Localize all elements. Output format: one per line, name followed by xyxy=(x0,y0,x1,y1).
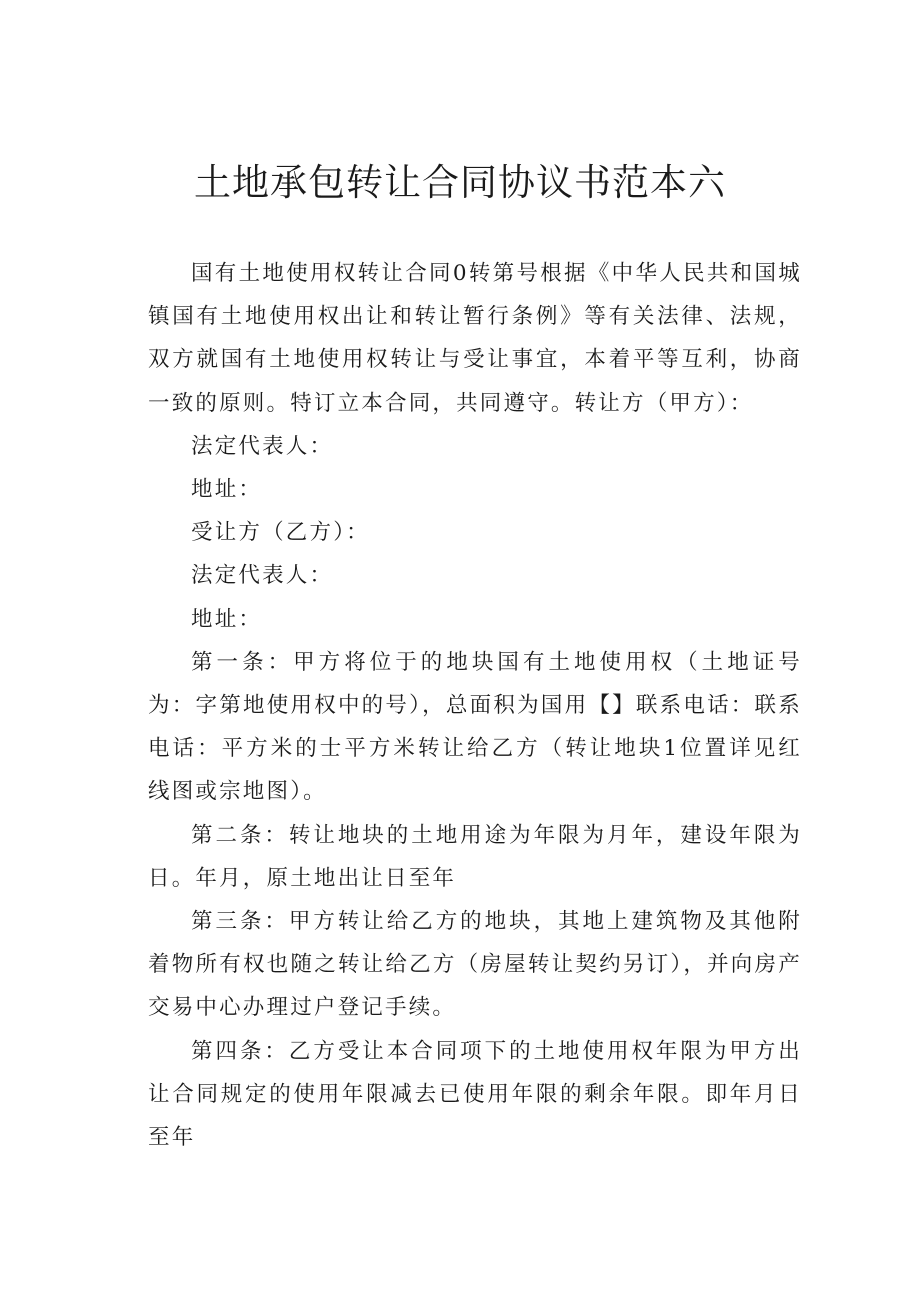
document-body xyxy=(148,252,802,1159)
paragraph-article-2: 第二条：转让地块的土地用途为年限为月年，建设年限为日。年月，原土地出让日至年 xyxy=(148,822,802,891)
paragraph-party-a-representative: 法定代表人： xyxy=(191,433,334,459)
paragraph-article-4: 第四条：乙方受让本合同项下的土地使用权年限为甲方出让合同规定的使用年限减去已使用年限的剩余年限。即年月日至年 xyxy=(148,1038,802,1151)
paragraph-article-1: 第一条：甲方将位于的地块国有土地使用权（土地证号为：字第地使用权中的号），总面积为国用【】联系电话：联系电话：平方米的士平方米转让给乙方（转让地块1位置详见红线图或宗地图）。 xyxy=(148,649,802,805)
document-title: 土地承包转让合同协议书范本六 xyxy=(194,161,726,204)
paragraph-party-b-representative: 法定代表人： xyxy=(191,563,334,589)
paragraph-intro: 国有土地使用权转让合同0转第号根据《中华人民共和国城镇国有土地使用权出让和转让暂行条例》等有关法律、法规，双方就国有土地使用权转让与受让事宜，本着平等互利，协商一致的原则。特订立本合同，共同遵守。转让方（甲方）： xyxy=(148,261,802,416)
paragraph-party-b: 受让方（乙方）： xyxy=(191,520,370,546)
paragraph-article-3: 第三条：甲方转让给乙方的地块，其地上建筑物及其他附着物所有权也随之转让给乙方（房屋转让契约另订），并向房产交易中心办理过户登记手续。 xyxy=(148,909,802,1021)
paragraph-party-a-address: 地址： xyxy=(191,477,263,503)
paragraph-party-b-address: 地址： xyxy=(191,606,263,632)
